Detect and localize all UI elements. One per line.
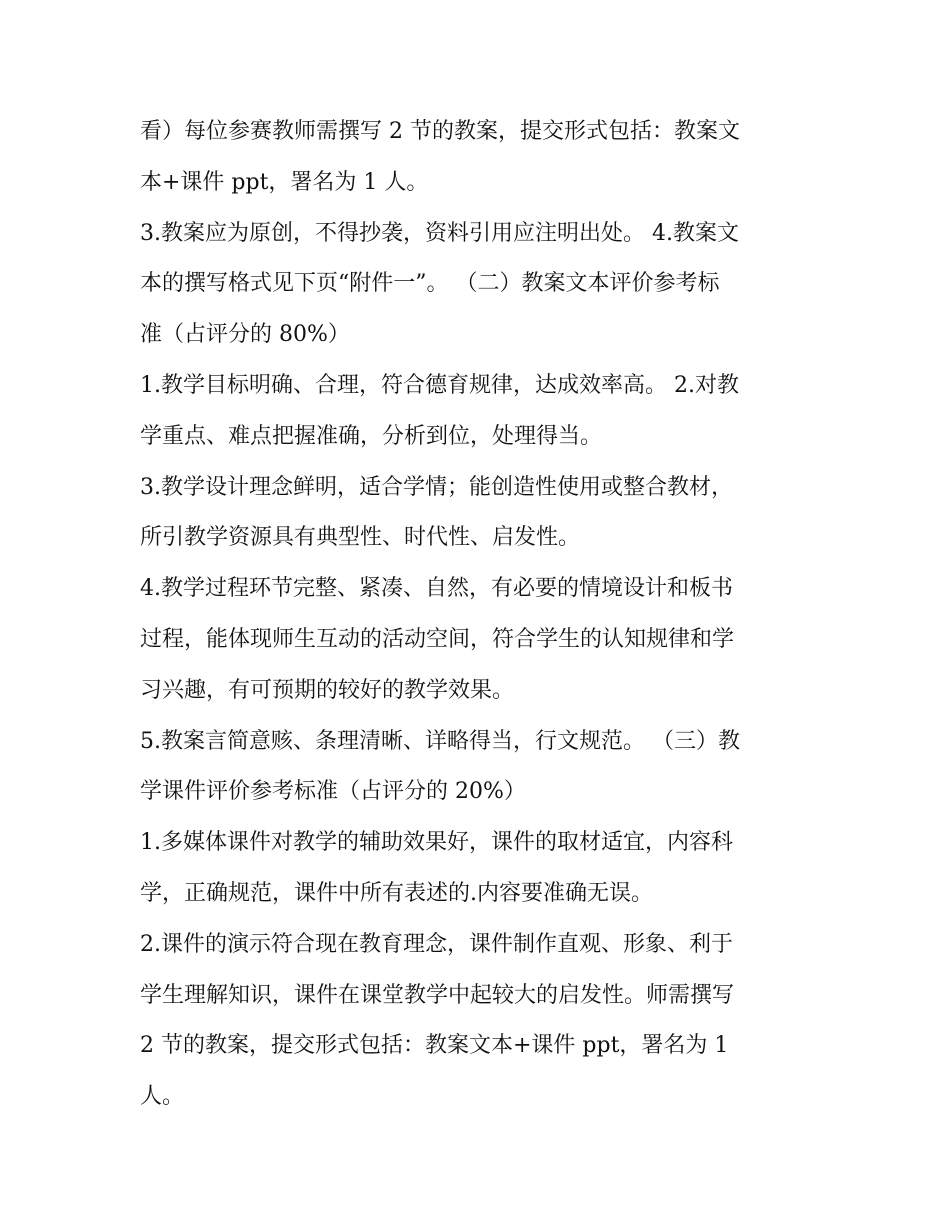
text-line: 3.教案应为原创，不得抄袭，资料引用应注明出处。 4.教案文 [140,220,739,246]
text-line: 1.教学目标明确、合理，符合德育规律，达成效率高。 2.对教 [140,372,739,398]
text-line: 准（占评分的 80%） [140,322,350,348]
text-line: 2.课件的演示符合现在教育理念，课件制作直观、形象、利于 [140,931,733,957]
text-line: 本的撰写格式见下页“附件一”。 （二）教案文本评价参考标 [140,271,720,297]
text-line: 看）每位参赛教师需撰写 2 节的教案，提交形式包括：教案文 [140,119,740,144]
text-line: 人。 [140,1084,185,1110]
text-line: 习兴趣，有可预期的较好的教学效果。 [140,677,515,703]
text-line: 所引教学资源具有典型性、时代性、启发性。 [140,525,581,551]
document-body [140,107,820,1123]
text-line: 学课件评价参考标准（占评分的 20%） [140,779,526,805]
text-line: 过程，能体现师生互动的活动空间，符合学生的认知规律和学 [140,626,735,652]
text-line: 学生理解知识，课件在课堂教学中起较大的启发性。师需撰写 [140,982,735,1008]
text-line: 本+课件 ppt，署名为 1 人。 [140,169,429,195]
text-line: 3.教学设计理念鲜明，适合学情；能创造性使用或整合教材， [140,474,733,500]
text-line: 学重点、难点把握准确，分析到位，处理得当。 [140,423,603,449]
text-line: 学，正确规范，课件中所有表述的.内容要准确无误。 [140,880,653,906]
text-line: 1.多媒体课件对教学的辅助效果好，课件的取材适宜，内容科 [140,830,733,856]
text-line: 2 节的教案，提交形式包括：教案文本+课件 ppt，署名为 1 [140,1033,729,1059]
text-line: 4.教学过程环节完整、紧凑、自然，有必要的情境设计和板书 [140,576,733,602]
text-line: 5.教案言简意赅、条理清晰、详略得当，行文规范。 （三）教 [140,728,740,754]
